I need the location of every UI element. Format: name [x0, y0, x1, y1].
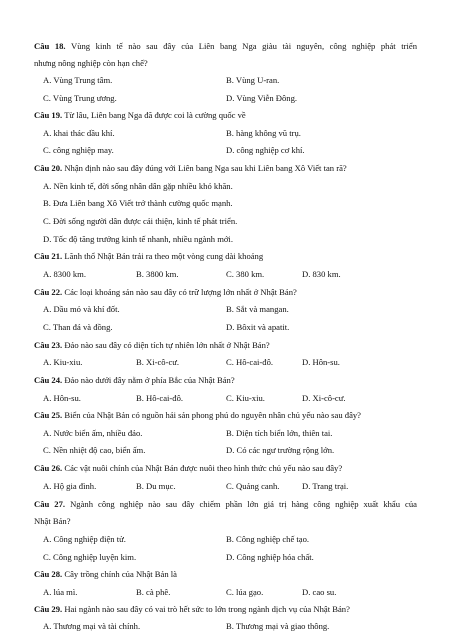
option-b[interactable]: B. hàng không vũ trụ. [226, 128, 301, 138]
option-d[interactable]: D. công nghiệp cơ khí. [226, 145, 305, 155]
option-b[interactable]: B. Công nghiệp chế tạo. [226, 534, 310, 544]
question-text: Các vật nuôi chính của Nhật Bản được nuôi theo hình thức chủ yếu nào sau đây? [64, 463, 343, 473]
question-text: Hai ngành nào sau đây có vai trò hết sức to lớn trong ngành dịch vụ của Nhật Bản? [64, 604, 350, 614]
question-29 [34, 605, 350, 614]
option-d[interactable]: D. Vùng Viễn Đông. [226, 93, 298, 103]
question-label: Câu 28. [34, 569, 63, 579]
option-a[interactable]: A. Dầu mỏ và khí đốt. [43, 304, 120, 314]
question-20 [34, 164, 347, 173]
option-a[interactable]: A. Kiu-xiu. [43, 357, 83, 367]
question-28 [34, 570, 177, 579]
option-b[interactable]: B. Diện tích biển lớn, thiên tai. [226, 428, 333, 438]
question-text: Đảo nào sau đây có diện tích tự nhiên lớn nhất ở Nhật Bản? [64, 340, 270, 350]
question-text: Ngành công nghiệp nào sau đây chiếm phần lớn giá trị hàng công nghiệp xuất khẩu của [70, 499, 417, 509]
option-c[interactable]: C. Nền nhiệt độ cao, biển ấm. [43, 445, 146, 455]
option-d[interactable]: D. Xi-cô-cư. [302, 393, 346, 403]
question-label: Câu 29. [34, 604, 63, 614]
option-d[interactable]: D. Bôxit và apatit. [226, 322, 290, 332]
option-b[interactable]: B. Hô-cai-đô. [136, 393, 184, 403]
option-c[interactable]: C. Đời sống người dân được cải thiện, kinh tế phát triển. [43, 216, 238, 226]
option-a[interactable]: A. Nước biển ấm, nhiều đảo. [43, 428, 143, 438]
question-text: Vùng kinh tế nào sau đây của Liên bang Nga giàu tài nguyên, công nghiệp phát triển [71, 41, 417, 51]
option-b[interactable]: B. Vùng U-ran. [226, 75, 280, 85]
question-25 [34, 411, 361, 420]
question-24 [34, 376, 235, 385]
option-c[interactable]: C. Vùng Trung ương. [43, 93, 117, 103]
option-a[interactable]: A. khai thác dầu khí. [43, 128, 115, 138]
option-b[interactable]: B. Du mục. [136, 481, 176, 491]
question-label: Câu 23. [34, 340, 63, 350]
question-text: Nhận định nào sau đây đúng với Liên bang Nga sau khi Liên bang Xô Viết tan rã? [64, 163, 347, 173]
option-a[interactable]: A. Hộ gia đình. [43, 481, 97, 491]
option-b[interactable]: B. Thương mại và giao thông. [226, 621, 330, 631]
option-c[interactable]: C. Hô-cai-đô. [226, 357, 274, 367]
option-d[interactable]: D. Có các ngư trường rộng lớn. [226, 445, 335, 455]
option-a[interactable]: A. 8300 km. [43, 269, 86, 279]
option-c[interactable]: C. công nghiệp may. [43, 145, 114, 155]
question-label: Câu 20. [34, 163, 63, 173]
question-27 [34, 500, 417, 509]
option-b[interactable]: B. Sắt và mangan. [226, 304, 289, 314]
option-c[interactable]: C. Than đá và đồng. [43, 322, 113, 332]
question-label: Câu 22. [34, 287, 63, 297]
option-a[interactable]: A. lúa mì. [43, 587, 78, 597]
option-d[interactable]: D. Trang trại. [302, 481, 349, 491]
question-21 [34, 252, 263, 261]
option-c[interactable]: C. 380 km. [226, 269, 265, 279]
option-a[interactable]: A. Nền kinh tế, đời sống nhân dân gặp nhiều khó khăn. [43, 181, 233, 191]
question-label: Câu 19. [34, 110, 63, 120]
question-text: Các loại khoáng sản nào sau đây có trữ lượng lớn nhất ở Nhật Bản? [64, 287, 297, 297]
option-b[interactable]: B. 3800 km. [136, 269, 179, 279]
question-label: Câu 21. [34, 251, 63, 261]
question-18 [34, 42, 417, 51]
option-a[interactable]: A. Thương mại và tài chính. [43, 621, 141, 631]
question-text-continued: Nhật Bản? [34, 516, 71, 526]
question-19 [34, 111, 246, 120]
question-23 [34, 341, 270, 350]
option-a[interactable]: A. Vùng Trung tâm. [43, 75, 113, 85]
option-d[interactable]: D. Công nghiệp hóa chất. [226, 552, 314, 562]
question-label: Câu 27. [34, 499, 66, 509]
question-text: Lãnh thổ Nhật Bản trải ra theo một vòng cung dài khoảng [64, 251, 264, 261]
option-d[interactable]: D. Hôn-su. [302, 357, 340, 367]
option-a[interactable]: A. Công nghiệp điện tử. [43, 534, 126, 544]
question-label: Câu 25. [34, 410, 63, 420]
option-a[interactable]: A. Hôn-su. [43, 393, 81, 403]
question-22 [34, 288, 297, 297]
option-b[interactable]: B. Đưa Liên bang Xô Viết trở thành cường quốc mạnh. [43, 198, 233, 208]
option-c[interactable]: C. Kiu-xiu. [226, 393, 265, 403]
question-label: Câu 26. [34, 463, 63, 473]
question-26 [34, 464, 342, 473]
option-d[interactable]: D. Tốc độ tăng trưởng kinh tế nhanh, nhiều ngành mới. [43, 234, 233, 244]
question-label: Câu 18. [34, 41, 66, 51]
question-text: Đảo nào dưới đây nằm ở phía Bắc của Nhật Bản? [64, 375, 235, 385]
option-c[interactable]: C. Công nghiệp luyện kim. [43, 552, 137, 562]
question-text: Cây trồng chính của Nhật Bản là [64, 569, 177, 579]
question-text-continued: nhưng nông nghiệp còn hạn chế? [34, 58, 148, 68]
option-b[interactable]: B. cà phê. [136, 587, 171, 597]
option-c[interactable]: C. lúa gạo. [226, 587, 264, 597]
option-c[interactable]: C. Quảng canh. [226, 481, 280, 491]
question-text: Từ lâu, Liên bang Nga đã được coi là cường quốc về [64, 110, 246, 120]
option-d[interactable]: D. cao su. [302, 587, 337, 597]
question-text: Biển của Nhật Bản có nguồn hải sản phong phú do nguyên nhân chủ yếu nào sau đây? [64, 410, 361, 420]
question-label: Câu 24. [34, 375, 63, 385]
option-b[interactable]: B. Xi-cô-cư. [136, 357, 180, 367]
option-d[interactable]: D. 830 km. [302, 269, 341, 279]
